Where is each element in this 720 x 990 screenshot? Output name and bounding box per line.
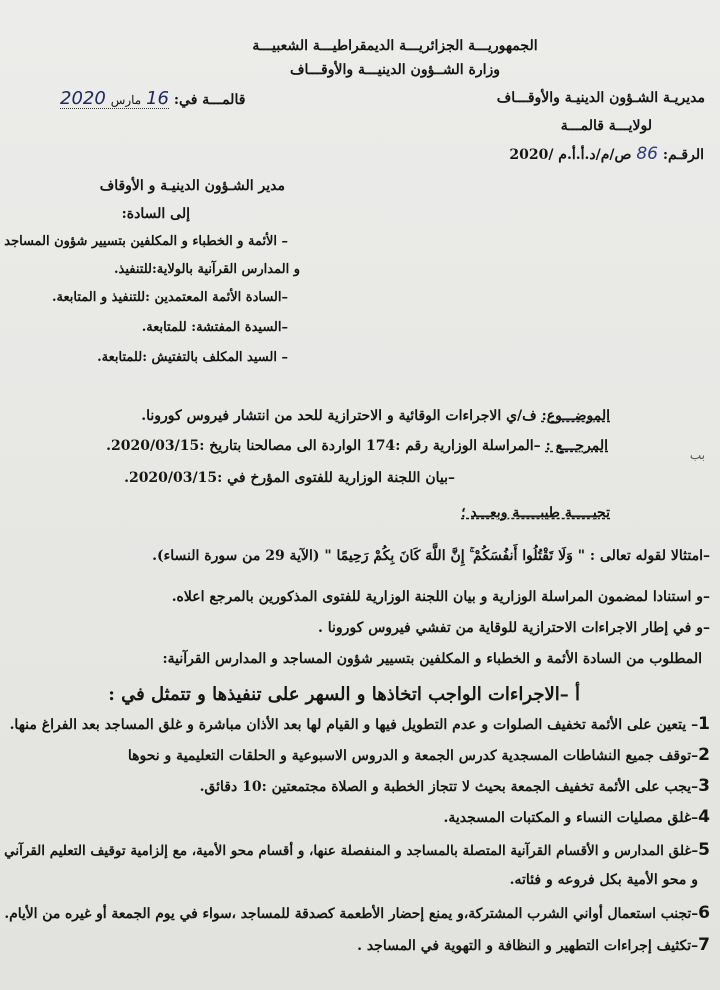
- subject-line: [141, 408, 610, 424]
- item-text: –توقف جميع النشاطات المسجدية كدرس الجمعة و الدروس الاسبوعية و الحلقات التعليمية و نحوها: [127, 748, 699, 764]
- subject-text: ف/ي الاجراءات الوقائية و الاحترازية للحد من انتشار فيروس كورونا.: [141, 408, 537, 424]
- reference-text-2: –بيان اللجنة الوزارية للفتوى المؤرخ في :2020/03/15.: [124, 470, 455, 486]
- recipients-heading: إلى السادة:: [121, 206, 190, 222]
- subject-label: الموضـــوع:: [541, 408, 610, 424]
- list-item: [4, 840, 710, 860]
- ref-label: الرقـم:: [662, 147, 704, 163]
- wilaya-name: لولايـــة قالمـــة: [560, 118, 652, 134]
- list-item-continued: [510, 872, 698, 888]
- date-line: [60, 88, 245, 109]
- date-day: 16: [146, 88, 169, 109]
- recipient-line: و المدارس القرآنية بالولاية:للتنفيذ.: [114, 262, 300, 277]
- recipient-line: –السيدة المفتشة: للمتابعة.: [141, 320, 288, 335]
- item-number: 1: [698, 714, 710, 734]
- item-number: 3: [698, 776, 710, 796]
- greeting: تحيـــــة طيبـــــة وبعـــد ؛: [461, 505, 610, 521]
- item-number: 6: [698, 903, 710, 923]
- item-text: –تكثيف إجراءات التطهير و النظافة و التهوية في المساجد .: [357, 938, 699, 954]
- date-year: 2020: [60, 88, 106, 109]
- item-number: 4: [698, 807, 710, 827]
- list-item: [128, 745, 710, 765]
- list-item: [357, 935, 710, 955]
- item-number: 5: [698, 840, 710, 860]
- item-number: 7: [698, 935, 710, 955]
- reference-number: [509, 144, 704, 164]
- recipient-line: –السادة الأئمة المعتمدين :للتنفيذ و المتابعة.: [52, 290, 288, 305]
- item-text: –يجب على الأئمة تخفيف الجمعة بحيث لا تتجاز الخطبة و الصلاة مجتمعتين :10 دقائق.: [199, 779, 699, 795]
- item-text: –تجنب استعمال أواني الشرب المشتركة،و يمنع إحضار الأطعمة كصدقة للمساجد ،سواء في يوم الجمعة أو غيره من الأيام.: [4, 906, 699, 922]
- ref-suffix: ص/م/د.أ.أ.م /2020: [509, 147, 632, 163]
- list-item: [443, 807, 710, 827]
- item-text: –غلق المدارس و الأقسام القرآنية المتصلة بالمساجد و المنفصلة عنها، و أقسام محو الأمية، مع إلزامية توقيف التعليم القرآني: [4, 843, 699, 859]
- sender-title: مدير الشـؤون الدينيـة و الأوقاف: [99, 178, 285, 194]
- body-paragraph-2: –و استنادا لمضمون المراسلة الوزارية و بيان اللجنة الوزارية للفتوى المذكورين بالمرجع اعلاه.: [171, 589, 710, 605]
- body-paragraph-1: [152, 548, 710, 564]
- republic-header: الجمهوريـــة الجزائريـــة الديمقراطيـــة الشعبيـــة: [252, 38, 538, 54]
- item-text: و محو الأمية بكل فروعه و فئاته.: [509, 872, 698, 888]
- item-text: – يتعين على الأئمة تخفيف الصلوات و عدم التطويل فيها و القيام لها بعد الأذان مباشرة و غلق المساجد بعد الفراغ منها.: [9, 717, 699, 733]
- recipient-line: – الأئمة و الخطباء و المكلفين بتسيير شؤون المساجد: [4, 234, 288, 249]
- ministry-header: وزارة الشــؤون الدينيـــة والأوقـــاف: [289, 62, 501, 78]
- reference-label: المرجـــع :: [545, 438, 608, 454]
- body-paragraph-4: المطلوب من السادة الأئمة و الخطباء و المكلفين بتسيير شؤون المساجد و المدارس القرآنية:: [162, 651, 702, 667]
- body-paragraph-3: –و في إطار الاجراءات الاحترازية للوقاية من تفشي فيروس كورونا .: [318, 620, 710, 636]
- section-a-heading: أ –الاجراءات الواجب اتخاذها و السهر على تنفيذها و تتمثل في :: [108, 684, 580, 705]
- directorate-name: مديريـة الشـؤون الدينيـة والأوقـــاف: [496, 90, 705, 106]
- item-text: –غلق مصليات النساء و المكتبات المسجدية.: [443, 810, 699, 826]
- item-number: 2: [698, 745, 710, 765]
- reference-text-1: –المراسلة الوزارية رقم :174 الواردة الى مصالحنا بتاريخ :2020/03/15.: [106, 438, 541, 454]
- date-month: مارس: [110, 93, 142, 107]
- list-item: [200, 776, 710, 796]
- margin-mark: بب: [689, 448, 705, 462]
- verse-citation: (الآية 29 من سورة النساء).: [152, 548, 320, 564]
- ref-handwritten-number: 86: [636, 144, 658, 164]
- recipient-line: – السيد المكلف بالتفتيش :للمتابعة.: [97, 350, 288, 365]
- list-item: [4, 903, 710, 923]
- reference-line-1: [106, 438, 608, 454]
- list-item: [10, 714, 710, 734]
- date-place: قالمـــة في:: [173, 92, 246, 108]
- quran-verse: –امتثالا لقوله تعالى : " وَلَا تَقْتُلُوا أَنفُسَكُمْ ۚ إِنَّ اللَّهَ كَانَ بِكُمْ رَحِيمًا ": [324, 548, 710, 564]
